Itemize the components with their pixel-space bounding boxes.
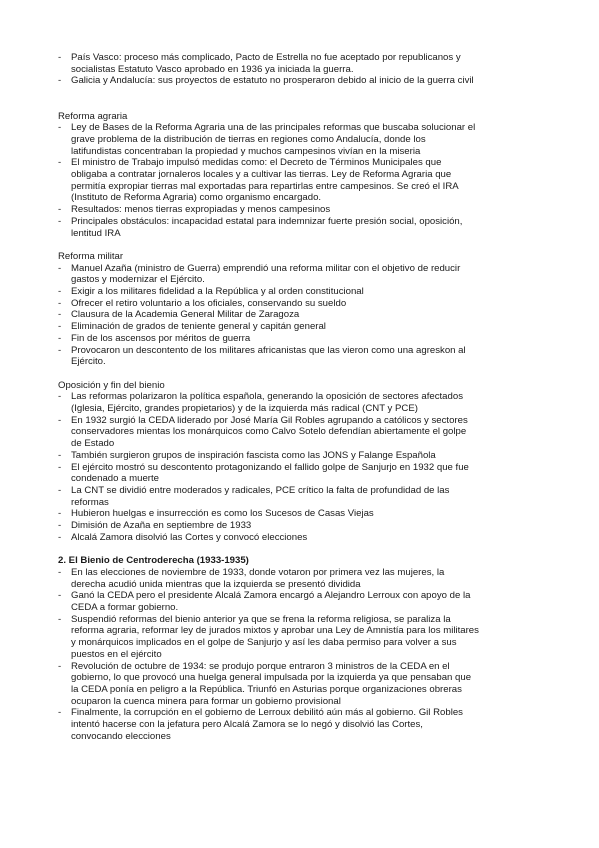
section-heading: Reforma militar: [58, 250, 124, 262]
list-item: [58, 52, 548, 75]
text-line: (Iglesia, Ejército, grandes propietarios) y de la izquierda más radical (CNT y PCE): [71, 403, 418, 415]
bullet-list: [58, 122, 548, 239]
list-item: [58, 532, 548, 544]
text-line: - Finalmente, la corrupción en el gobierno de Lerroux debilitó aún más al gobierno. Gil Robles: [71, 707, 463, 719]
text-line: - Principales obstáculos: incapacidad estatal para indemnizar fuerte presión social, oposición,: [71, 215, 463, 227]
text-line: (Instituto de Reforma Agraria) como organismo encargado.: [71, 192, 322, 204]
text-line: - En las elecciones de noviembre de 1933, donde votaron por primera vez las mujeres, la: [71, 566, 445, 578]
text-line: - Resultados: menos tierras expropiadas y menos campesinos: [71, 204, 331, 216]
text-line: - También surgieron grupos de inspiración fascista como las JONS y Falange Española: [71, 449, 436, 461]
list-item: [58, 391, 548, 414]
bullet-list: [58, 263, 548, 368]
text-line: CEDA a formar gobierno.: [71, 601, 179, 613]
section-heading: Reforma agraria: [58, 110, 128, 122]
text-line: intentó hacerse con la jefatura pero Alcalá Zamora se lo negó y disolvió las Cortes,: [71, 719, 423, 731]
text-line: conservadores mientas los monárquicos como Calvo Sotelo defendían abiertamente el golpe: [71, 426, 467, 438]
text-line: - Provocaron un descontento de los militares africanistas que las vieron como una agreskon al: [71, 344, 466, 356]
text-line: - En 1932 surgió la CEDA liderado por José María Gil Robles agrupando a católicos y sectores: [71, 414, 468, 426]
list-item: [58, 450, 548, 462]
section: [58, 555, 548, 742]
text-line: lentitud IRA: [71, 227, 121, 239]
list-item: [58, 485, 548, 508]
text-line: - Suspendió reformas del bienio anterior ya que se frena la reforma religiosa, se paraliza la: [71, 613, 451, 625]
section: [58, 380, 548, 544]
list-item: [58, 309, 548, 321]
list-item: [58, 204, 548, 216]
text-line: gastos y modernizar el Ejército.: [71, 274, 205, 286]
text-line: de Estado: [71, 438, 115, 450]
text-line: socialistas Estatuto Vasco aprobado en 1936 ya iniciada la guerra.: [71, 63, 354, 75]
text-line: gobierno, lo que provocó una huelga general impulsada por la izquierda ya que pensaban que: [71, 672, 472, 684]
list-item: [58, 321, 548, 333]
text-line: permitía expropiar tierras mal exportadas para repartirlas entre campesinos. Se creó el IRA: [71, 180, 459, 192]
text-line: reforma agraria, reformar ley de jurados mixtos y aprobar una Ley de Amnistía para los militares: [71, 625, 479, 637]
text-line: - Ganó la CEDA pero el presidente Alcalá Zamora encargó a Alejandro Lerroux con apoyo de la: [71, 590, 471, 602]
text-line: - El ejército mostró su descontento protagonizando el fallido golpe de Sanjurjo en 1932 que fue: [71, 461, 469, 473]
text-line: convocando elecciones: [71, 730, 171, 742]
list-item: [58, 508, 548, 520]
text-line: - Hubieron huelgas e insurrección es como los Sucesos de Casas Viejas: [71, 508, 374, 520]
text-line: - Revolución de octubre de 1934: se produjo porque entraron 3 ministros de la CEDA en el: [71, 660, 450, 672]
text-line: la CEDA ponía en peligro a la República. Triunfó en Asturias porque organizaciones obreras: [71, 683, 462, 695]
text-line: - Eliminación de grados de teniente general y capitán general: [71, 321, 326, 333]
text-line: - Dimisión de Azaña en septiembre de 1933: [71, 520, 252, 532]
text-line: - Ofrecer el retiro voluntario a los oficiales, conservando su sueldo: [71, 297, 347, 309]
list-item: [58, 345, 548, 368]
text-line: latifundistas concentraban la propiedad y muchos campesinos vivían en la miseria: [71, 145, 421, 157]
text-line: grave problema de la distribución de tierras en regiones como Andalucía, donde los: [71, 133, 426, 145]
section: [58, 251, 548, 368]
text-line: Ejército.: [71, 356, 106, 368]
text-line: reformas: [71, 496, 109, 508]
list-item: [58, 333, 548, 345]
list-item: [58, 567, 548, 590]
text-line: puestos en el ejército: [71, 648, 162, 660]
section-heading: Oposición y fin del bienio: [58, 379, 165, 391]
text-line: ocuparon la cuenca minera para formar un gobierno provisional: [71, 695, 341, 707]
text-line: - Clausura de la Academia General Militar de Zaragoza: [71, 309, 300, 321]
list-item: [58, 415, 548, 450]
section: [58, 111, 548, 240]
section: [58, 52, 548, 87]
text-line: - Ley de Bases de la Reforma Agraria una de las principales reformas que buscaba solucionar el: [71, 122, 476, 134]
text-line: obligaba a contratar jornaleros locales y a cultivar las tierras. Ley de Reforma Agraria que: [71, 169, 452, 181]
text-line: - Las reformas polarizaron la política española, generando la oposición de sectores afectados: [71, 391, 463, 403]
list-item: [58, 661, 548, 708]
text-line: - Exigir a los militares fidelidad a la República y al orden constitucional: [71, 286, 364, 298]
text-line: - Galicia y Andalucía: sus proyectos de estatuto no prosperaron debido al inicio de la guerra civil: [71, 75, 474, 87]
text-line: - El ministro de Trabajo impulsó medidas como: el Decreto de Términos Municipales que: [71, 157, 442, 169]
bullet-list: [58, 391, 548, 543]
list-item: [58, 75, 548, 87]
text-line: condenado a muerte: [71, 473, 160, 485]
text-line: - Fin de los ascensos por méritos de guerra: [71, 332, 251, 344]
list-item: [58, 263, 548, 286]
list-item: [58, 157, 548, 204]
list-item: [58, 286, 548, 298]
text-line: y monárquicos implicados en el golpe de Sanjurjo y así les daba permiso para volver a sus: [71, 637, 457, 649]
text-line: - La CNT se dividió entre moderados y radicales, PCE crítico la falta de profundidad de las: [71, 484, 450, 496]
list-item: [58, 707, 548, 742]
bullet-list: [58, 52, 548, 87]
list-item: [58, 122, 548, 157]
document-body: [58, 52, 548, 742]
list-item: [58, 216, 548, 239]
text-line: derecha acudió unida mientras que la izquierda se presentó dividida: [71, 578, 361, 590]
list-item: [58, 590, 548, 613]
text-line: - País Vasco: proceso más complicado, Pacto de Estrella no fue aceptado por republicanos y: [71, 52, 461, 63]
list-item: [58, 520, 548, 532]
list-item: [58, 298, 548, 310]
list-item: [58, 462, 548, 485]
bullet-list: [58, 567, 548, 743]
text-line: - Alcalá Zamora disolvió las Cortes y convocó elecciones: [71, 531, 308, 543]
list-item: [58, 614, 548, 661]
text-line: - Manuel Azaña (ministro de Guerra) emprendió una reforma militar con el objetivo de reducir: [71, 262, 461, 274]
section-heading: 2. El Bienio de Centroderecha (1933-1935): [58, 555, 249, 567]
